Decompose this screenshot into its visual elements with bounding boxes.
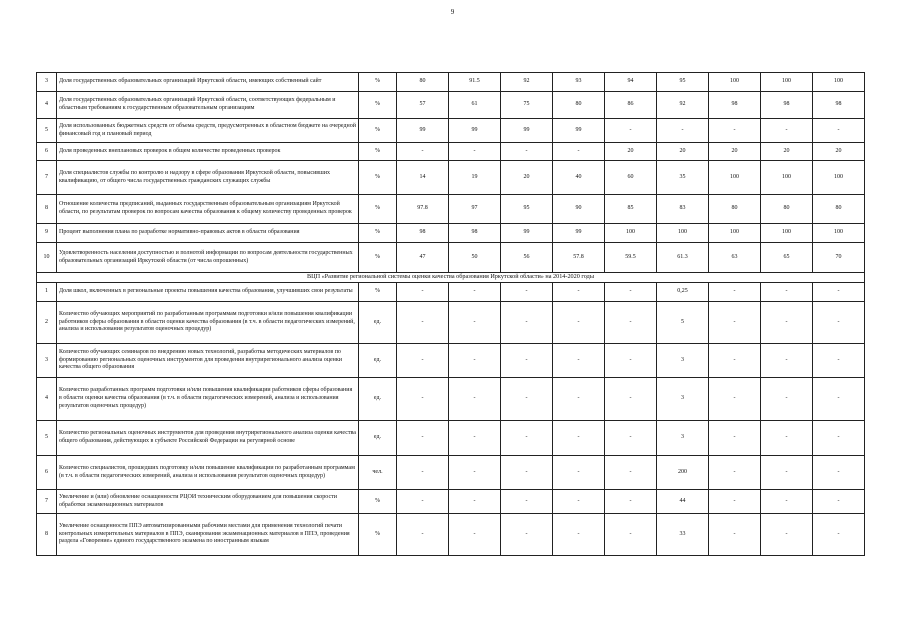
value-cell: 100	[761, 161, 813, 195]
value-cell: -	[449, 378, 501, 421]
indicator-name: Количество обучающих мероприятий по разработанным программам подготовки и/или повышения квалификации работников сферы образования в области оценки качества образования (в т.ч. в области педагогических измерений, анализа и использования результатов оценочных процедур)	[57, 302, 359, 344]
value-cell: 20	[813, 143, 865, 161]
table-row	[37, 456, 865, 490]
value-cell: 98	[761, 92, 813, 119]
value-cell: 5	[657, 302, 709, 344]
value-cell: -	[761, 378, 813, 421]
value-cell: 57.8	[553, 243, 605, 273]
value-cell: -	[501, 456, 553, 490]
value-cell: 100	[709, 224, 761, 243]
row-number: 5	[37, 421, 57, 456]
value-cell: 94	[605, 73, 657, 92]
value-cell: -	[657, 119, 709, 143]
table-row	[37, 73, 865, 92]
value-cell: 100	[605, 224, 657, 243]
value-cell: 100	[761, 73, 813, 92]
table-row	[37, 92, 865, 119]
value-cell: 14	[397, 161, 449, 195]
indicator-name: Доля специалистов службы по контролю и надзору в сфере образования Иркутской области, повысивших квалификацию, от общего числа государственных гражданских служащих службы	[57, 161, 359, 195]
unit-cell: ед.	[359, 421, 397, 456]
value-cell: -	[553, 283, 605, 302]
value-cell: 50	[449, 243, 501, 273]
value-cell: 44	[657, 490, 709, 514]
table-row	[37, 283, 865, 302]
unit-cell: %	[359, 195, 397, 224]
value-cell: 99	[501, 224, 553, 243]
value-cell: -	[813, 490, 865, 514]
value-cell: -	[553, 456, 605, 490]
value-cell: 100	[709, 73, 761, 92]
value-cell: 85	[605, 195, 657, 224]
row-number: 4	[37, 378, 57, 421]
indicator-name: Доля школ, включенных в региональные проекты повышения качества образования, улучшивших свои результаты	[57, 283, 359, 302]
unit-cell: %	[359, 73, 397, 92]
indicators-table	[36, 72, 865, 556]
value-cell: -	[761, 119, 813, 143]
value-cell: 75	[501, 92, 553, 119]
value-cell: -	[501, 283, 553, 302]
value-cell: 33	[657, 514, 709, 556]
value-cell: -	[761, 344, 813, 378]
unit-cell: %	[359, 283, 397, 302]
value-cell: -	[605, 514, 657, 556]
value-cell: 3	[657, 421, 709, 456]
indicator-name: Количество разработанных программ подготовки и/или повышения квалификации работников сферы образования в области оценки качества образования (в т.ч. в области педагогических измерений, анализа и использования результатов оценочных процедур)	[57, 378, 359, 421]
value-cell: -	[709, 302, 761, 344]
value-cell: -	[709, 283, 761, 302]
value-cell: -	[397, 456, 449, 490]
value-cell: 97.8	[397, 195, 449, 224]
value-cell: 57	[397, 92, 449, 119]
value-cell: 70	[813, 243, 865, 273]
value-cell: 47	[397, 243, 449, 273]
indicator-name: Количество региональных оценочных инструментов для проведения внутрирегионального анализа оценки качества общего образования, действующих в субъекте Российской Федерации на регулярной основе	[57, 421, 359, 456]
value-cell: 99	[501, 119, 553, 143]
value-cell: 80	[813, 195, 865, 224]
row-number: 1	[37, 283, 57, 302]
value-cell: -	[449, 421, 501, 456]
unit-cell: ед.	[359, 344, 397, 378]
indicator-name: Процент выполнения плана по разработке нормативно-правовых актов в области образования	[57, 224, 359, 243]
value-cell: -	[605, 421, 657, 456]
value-cell: -	[813, 302, 865, 344]
value-cell: -	[397, 421, 449, 456]
value-cell: -	[813, 283, 865, 302]
value-cell: 40	[553, 161, 605, 195]
value-cell: -	[501, 378, 553, 421]
indicator-name: Доля государственных образовательных организаций Иркутской области, соответствующих федеральным и областным требованиям к государственным образовательным организациям	[57, 92, 359, 119]
indicator-name: Увеличение оснащенности ППЭ автоматизированными рабочими местами для применения технологий печати контрольных измерительных материалов в ППЭ, сканирования экзаменационных материалов в ППЭ, проведения раздела «Говорение» единого государственного экзамена по иностранным языкам	[57, 514, 359, 556]
value-cell: -	[761, 490, 813, 514]
value-cell: -	[813, 421, 865, 456]
value-cell: 3	[657, 378, 709, 421]
row-number: 7	[37, 490, 57, 514]
value-cell: 100	[813, 73, 865, 92]
value-cell: 98	[397, 224, 449, 243]
value-cell: -	[553, 378, 605, 421]
unit-cell: %	[359, 224, 397, 243]
value-cell: -	[501, 490, 553, 514]
value-cell: -	[501, 514, 553, 556]
value-cell: -	[449, 456, 501, 490]
value-cell: 91.5	[449, 73, 501, 92]
value-cell: -	[449, 302, 501, 344]
value-cell: -	[709, 514, 761, 556]
value-cell: 63	[709, 243, 761, 273]
value-cell: -	[813, 378, 865, 421]
value-cell: -	[553, 302, 605, 344]
table-row	[37, 224, 865, 243]
value-cell: 20	[605, 143, 657, 161]
value-cell: -	[709, 378, 761, 421]
unit-cell: ед.	[359, 302, 397, 344]
value-cell: -	[605, 344, 657, 378]
value-cell: 99	[449, 119, 501, 143]
unit-cell: %	[359, 490, 397, 514]
value-cell: -	[553, 143, 605, 161]
value-cell: 92	[657, 92, 709, 119]
value-cell: -	[709, 421, 761, 456]
value-cell: -	[761, 421, 813, 456]
indicator-name: Доля использованных бюджетных средств от объема средств, предусмотренных в областном бюджете на очередной финансовый год и плановый период	[57, 119, 359, 143]
indicator-name: Отношение количества предписаний, выданных государственным образовательным организациям Иркутской области, по результатам проверок по вопросам качества образования к общему количеству проведенных проверок	[57, 195, 359, 224]
value-cell: 83	[657, 195, 709, 224]
value-cell: -	[813, 344, 865, 378]
value-cell: 100	[657, 224, 709, 243]
value-cell: -	[553, 344, 605, 378]
value-cell: 98	[449, 224, 501, 243]
value-cell: -	[397, 490, 449, 514]
value-cell: 0,25	[657, 283, 709, 302]
value-cell: -	[449, 283, 501, 302]
value-cell: 80	[553, 92, 605, 119]
value-cell: -	[553, 421, 605, 456]
indicator-name: Количество обучающих семинаров по внедрению новых технологий, разработка методических материалов по формированию региональных оценочных инструментов для проведения внутрирегионального анализа оценки качества общего образования	[57, 344, 359, 378]
value-cell: -	[761, 283, 813, 302]
row-number: 9	[37, 224, 57, 243]
value-cell: -	[709, 119, 761, 143]
value-cell: -	[761, 302, 813, 344]
value-cell: 60	[605, 161, 657, 195]
unit-cell: ед.	[359, 378, 397, 421]
value-cell: 20	[709, 143, 761, 161]
row-number: 5	[37, 119, 57, 143]
value-cell: -	[449, 143, 501, 161]
table-row	[37, 490, 865, 514]
unit-cell: чел.	[359, 456, 397, 490]
value-cell: -	[397, 302, 449, 344]
value-cell: 90	[553, 195, 605, 224]
value-cell: -	[605, 378, 657, 421]
value-cell: -	[709, 490, 761, 514]
row-number: 4	[37, 92, 57, 119]
unit-cell: %	[359, 92, 397, 119]
value-cell: 56	[501, 243, 553, 273]
table-row	[37, 344, 865, 378]
value-cell: -	[397, 514, 449, 556]
unit-cell: %	[359, 243, 397, 273]
indicator-name: Количество специалистов, прошедших подготовку и/или повышение квалификации по разработанным программам (в т.ч. в области педагогических измерений, анализа и использования результатов оценочных процедур)	[57, 456, 359, 490]
section-header: ВЦП «Развитие региональной системы оценки качества образования Иркутской области» на 2014-2020 годы	[37, 273, 865, 283]
value-cell: -	[397, 378, 449, 421]
unit-cell: %	[359, 161, 397, 195]
value-cell: -	[501, 143, 553, 161]
value-cell: -	[553, 514, 605, 556]
value-cell: 100	[761, 224, 813, 243]
value-cell: -	[449, 490, 501, 514]
page-number: 9	[450, 8, 455, 16]
value-cell: -	[761, 514, 813, 556]
value-cell: -	[605, 283, 657, 302]
value-cell: 100	[709, 161, 761, 195]
value-cell: -	[813, 456, 865, 490]
value-cell: -	[709, 456, 761, 490]
indicators-group-b	[37, 283, 865, 556]
value-cell: 86	[605, 92, 657, 119]
value-cell: 35	[657, 161, 709, 195]
unit-cell: %	[359, 514, 397, 556]
value-cell: -	[449, 514, 501, 556]
table-row	[37, 119, 865, 143]
table-row	[37, 302, 865, 344]
value-cell: -	[761, 456, 813, 490]
indicator-name: Удовлетворенность населения доступностью и полнотой информации по вопросам деятельности государственных образовательных организаций Иркутской области (от числа опрошенных)	[57, 243, 359, 273]
value-cell: 80	[397, 73, 449, 92]
value-cell: -	[709, 344, 761, 378]
unit-cell: %	[359, 119, 397, 143]
value-cell: -	[397, 344, 449, 378]
value-cell: -	[397, 283, 449, 302]
value-cell: 98	[813, 92, 865, 119]
row-number: 8	[37, 195, 57, 224]
value-cell: 200	[657, 456, 709, 490]
table-row	[37, 514, 865, 556]
value-cell: 99	[553, 119, 605, 143]
value-cell: -	[501, 302, 553, 344]
value-cell: 95	[657, 73, 709, 92]
value-cell: 97	[449, 195, 501, 224]
value-cell: 20	[501, 161, 553, 195]
value-cell: 20	[657, 143, 709, 161]
row-number: 7	[37, 161, 57, 195]
row-number: 3	[37, 344, 57, 378]
value-cell: 95	[501, 195, 553, 224]
value-cell: 100	[813, 224, 865, 243]
value-cell: 59.5	[605, 243, 657, 273]
value-cell: -	[813, 514, 865, 556]
value-cell: -	[501, 421, 553, 456]
unit-cell: %	[359, 143, 397, 161]
value-cell: -	[605, 456, 657, 490]
value-cell: -	[605, 490, 657, 514]
value-cell: 19	[449, 161, 501, 195]
value-cell: -	[605, 119, 657, 143]
table-row	[37, 378, 865, 421]
row-number: 2	[37, 302, 57, 344]
value-cell: 80	[761, 195, 813, 224]
value-cell: -	[813, 119, 865, 143]
table-row	[37, 161, 865, 195]
value-cell: -	[397, 143, 449, 161]
table-row	[37, 421, 865, 456]
indicator-name: Доля государственных образовательных организаций Иркутской области, имеющих собственный сайт	[57, 73, 359, 92]
value-cell: 61.3	[657, 243, 709, 273]
value-cell: 20	[761, 143, 813, 161]
value-cell: 3	[657, 344, 709, 378]
indicator-name: Доля проведенных внеплановых проверок в общем количестве проведенных проверок	[57, 143, 359, 161]
row-number: 6	[37, 456, 57, 490]
table-row	[37, 195, 865, 224]
table-row	[37, 143, 865, 161]
section-header-row	[37, 273, 865, 283]
value-cell: 92	[501, 73, 553, 92]
indicator-name: Увеличение и (или) обновление оснащенности РЦОИ техническим оборудованием для повышения скорости обработки экзаменационных материалов	[57, 490, 359, 514]
value-cell: 93	[553, 73, 605, 92]
value-cell: 100	[813, 161, 865, 195]
row-number: 10	[37, 243, 57, 273]
indicators-group-a	[37, 73, 865, 273]
value-cell: 80	[709, 195, 761, 224]
value-cell: -	[553, 490, 605, 514]
table-row	[37, 243, 865, 273]
value-cell: -	[605, 302, 657, 344]
value-cell: 98	[709, 92, 761, 119]
value-cell: -	[449, 344, 501, 378]
value-cell: 61	[449, 92, 501, 119]
row-number: 8	[37, 514, 57, 556]
row-number: 3	[37, 73, 57, 92]
value-cell: 99	[397, 119, 449, 143]
value-cell: 65	[761, 243, 813, 273]
row-number: 6	[37, 143, 57, 161]
value-cell: -	[501, 344, 553, 378]
value-cell: 99	[553, 224, 605, 243]
